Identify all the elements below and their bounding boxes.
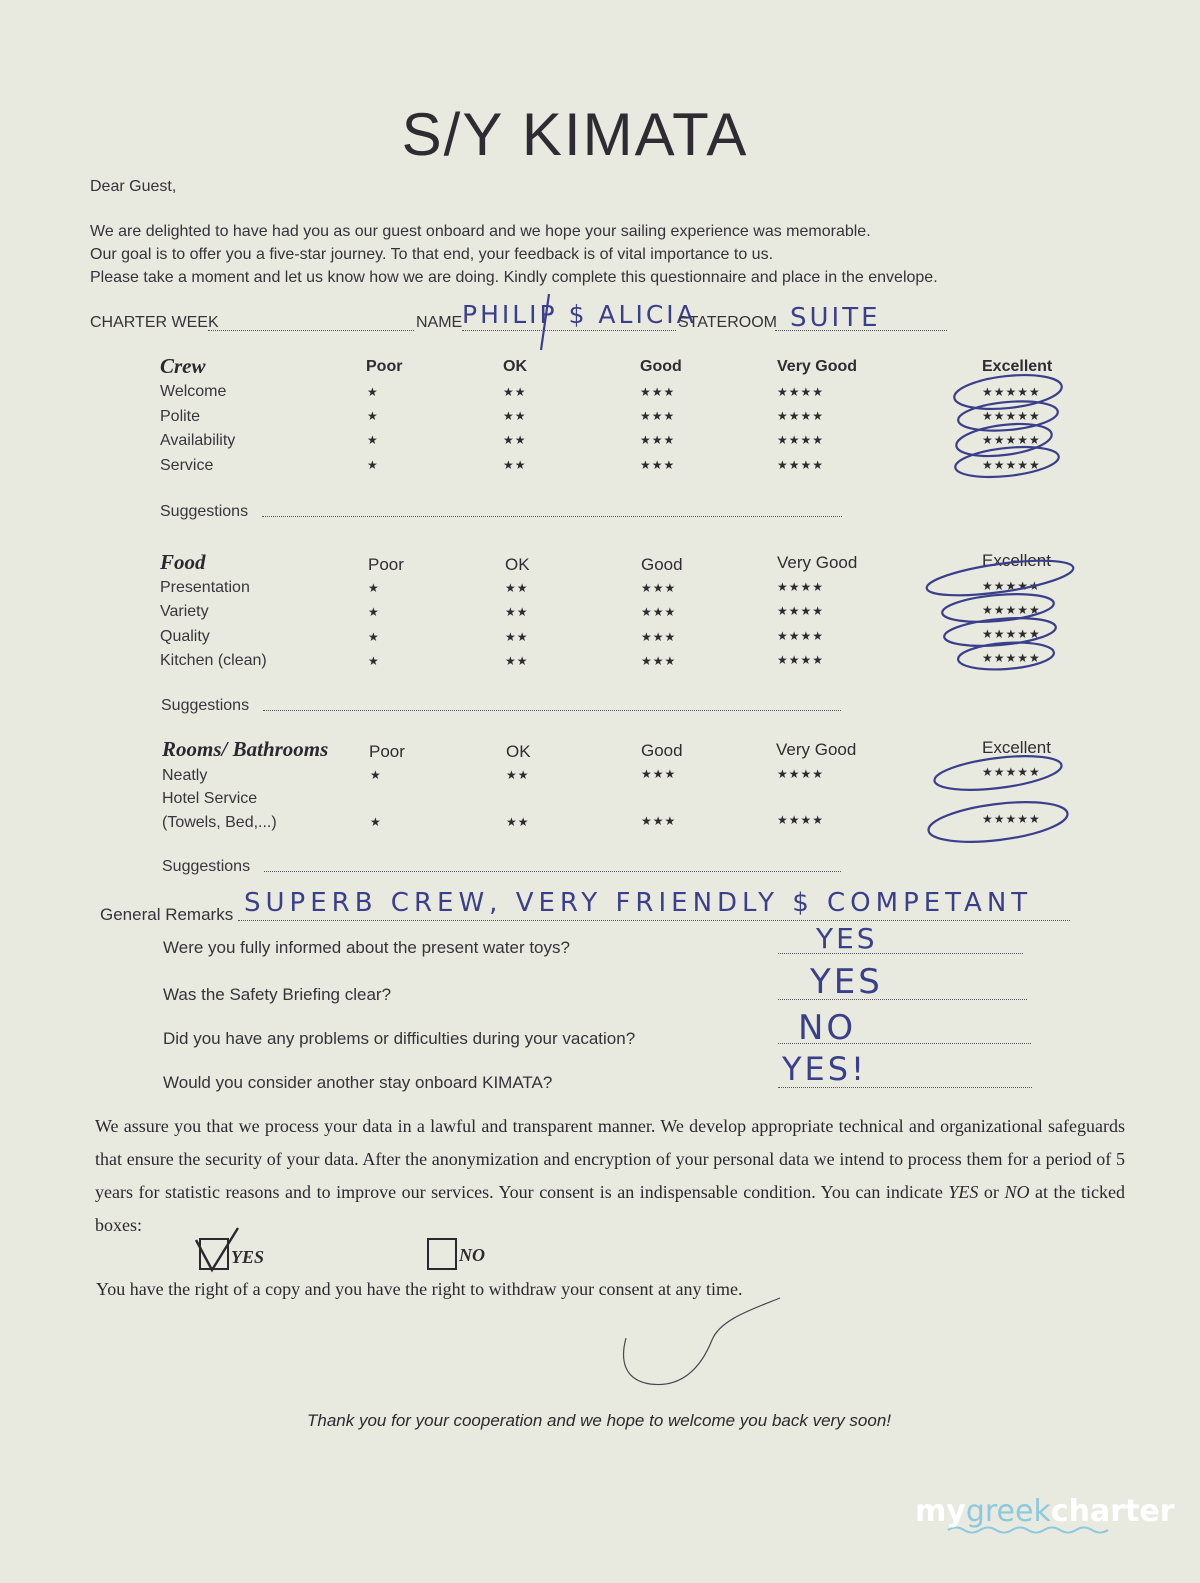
- consent-no-label: NO: [459, 1245, 485, 1265]
- column-header-good: Good: [641, 741, 683, 760]
- intro-line-3: Please take a moment and let us know how we are doing. Kindly complete this questionnaire and place in the envelope.: [90, 269, 938, 286]
- rating-row-label: Welcome: [160, 383, 227, 400]
- rating-option[interactable]: ★★: [503, 385, 527, 399]
- question-text: Did you have any problems or difficulties during your vacation?: [163, 1029, 636, 1048]
- rating-option[interactable]: ★: [368, 581, 380, 595]
- rating-option[interactable]: ★: [368, 605, 380, 619]
- consent-text: We assure you that we process your data in a lawful and transparent manner. We develop appropriate technical and organizational safeguards that ensure the security of your data. After the anonymization and encryption of your personal data we intend to process them for a period of 5 years for statistic reasons and to improve our services. Your consent is an indispensable condition. You can indicate: [95, 1116, 1125, 1202]
- consent-or-word: or: [978, 1182, 1005, 1202]
- name-field-value[interactable]: PHILIP $ ALICIA: [462, 300, 697, 329]
- rating-option-selected[interactable]: ★★★★★: [982, 765, 1041, 779]
- name-label: NAME: [416, 314, 463, 331]
- question-text: Was the Safety Briefing clear?: [163, 985, 392, 1004]
- rating-row-label: Hotel Service: [162, 790, 258, 807]
- stateroom-field-value[interactable]: SUITE: [790, 303, 881, 333]
- rating-option-selected[interactable]: ★★★★★: [982, 627, 1041, 641]
- column-header-poor: Poor: [366, 358, 403, 375]
- rating-row-label: Polite: [160, 408, 201, 425]
- checkmark-icon: [196, 1228, 238, 1270]
- rating-option[interactable]: ★★★: [641, 814, 677, 828]
- rating-option[interactable]: ★: [367, 409, 379, 423]
- intro-line-1: We are delighted to have had you as our guest onboard and we hope your sailing experience was memorable.: [90, 223, 871, 240]
- consent-yes-label: YES: [231, 1247, 265, 1267]
- rating-row-label: Service: [160, 457, 214, 474]
- rating-option[interactable]: ★: [367, 385, 379, 399]
- column-header-good: Good: [641, 555, 683, 574]
- rating-option[interactable]: ★: [368, 654, 380, 668]
- suggestions-label-food: Suggestions: [161, 697, 250, 714]
- suggestions-label-rooms: Suggestions: [162, 858, 251, 875]
- rating-option[interactable]: ★★★: [640, 409, 676, 423]
- rating-option[interactable]: ★★★★: [777, 580, 825, 594]
- intro-line-2: Our goal is to offer you a five-star journey. To that end, your feedback is of vital importance to us.: [90, 246, 774, 263]
- rating-option[interactable]: ★★★★: [777, 409, 825, 423]
- rating-option[interactable]: ★★★★: [777, 629, 825, 643]
- rating-option-selected[interactable]: ★★★★★: [982, 812, 1041, 826]
- rating-circle-icon: [933, 750, 1064, 795]
- column-header-poor: Poor: [369, 742, 405, 761]
- stateroom-label: STATEROOM: [678, 314, 777, 331]
- brand-part-greek: greek: [965, 1494, 1051, 1529]
- column-header-poor: Poor: [368, 555, 404, 574]
- rating-option[interactable]: ★★★: [641, 767, 677, 781]
- rating-option[interactable]: ★★★: [641, 605, 677, 619]
- rating-option[interactable]: ★★: [503, 458, 527, 472]
- rating-option[interactable]: ★★★: [641, 654, 677, 668]
- consent-yes-word: YES: [948, 1182, 979, 1202]
- column-header-very-good: Very Good: [777, 358, 858, 375]
- rating-option[interactable]: ★★: [505, 654, 529, 668]
- column-header-ok: OK: [503, 358, 527, 375]
- general-remarks-value[interactable]: SUPERB CREW, VERY FRIENDLY $ COMPETANT: [244, 888, 1033, 918]
- rating-option-selected[interactable]: ★★★★★: [982, 409, 1041, 423]
- rating-option[interactable]: ★★: [506, 815, 530, 829]
- rating-option[interactable]: ★★: [505, 605, 529, 619]
- form-title: S/Y KIMATA: [401, 101, 749, 168]
- answer-value[interactable]: NO: [798, 1008, 857, 1048]
- rating-option[interactable]: ★★★★: [777, 813, 825, 827]
- question-text: Were you fully informed about the present water toys?: [163, 938, 570, 957]
- rating-option[interactable]: ★★★★: [777, 604, 825, 618]
- rating-option[interactable]: ★: [367, 458, 379, 472]
- rating-option-selected[interactable]: ★★★★★: [982, 458, 1041, 472]
- question-text: Would you consider another stay onboard KIMATA?: [163, 1073, 553, 1092]
- rating-option[interactable]: ★★★★: [777, 767, 825, 781]
- rating-option[interactable]: ★★★: [641, 581, 677, 595]
- column-header-excellent: Excellent: [982, 738, 1051, 757]
- rating-option[interactable]: ★: [370, 768, 382, 782]
- rating-row-label: Kitchen (clean): [160, 652, 267, 669]
- general-remarks-label: General Remarks: [100, 905, 234, 924]
- column-header-very-good: Very Good: [777, 553, 858, 572]
- suggestions-label-crew: Suggestions: [160, 503, 249, 520]
- rating-option-selected[interactable]: ★★★★★: [982, 603, 1041, 617]
- rating-row-label: Neatly: [162, 767, 208, 784]
- rating-option-selected[interactable]: ★★★★★: [982, 433, 1041, 447]
- rating-row-label: Availability: [160, 432, 236, 449]
- ink-stroke-icon: [541, 294, 549, 350]
- rating-option[interactable]: ★: [368, 630, 380, 644]
- rating-option[interactable]: ★★: [503, 433, 527, 447]
- rating-option[interactable]: ★★★: [640, 433, 676, 447]
- column-header-ok: OK: [506, 742, 531, 761]
- rating-option[interactable]: ★★: [506, 768, 530, 782]
- rating-option[interactable]: ★★★★: [777, 653, 825, 667]
- rating-circle-icon: [954, 443, 1060, 482]
- rating-circle-icon: [957, 398, 1059, 435]
- charter-week-label: CHARTER WEEK: [90, 314, 219, 331]
- consent-rights: You have the right of a copy and you have the right to withdraw your consent at any time.: [96, 1279, 743, 1299]
- rating-option[interactable]: ★: [370, 815, 382, 829]
- column-header-ok: OK: [505, 555, 530, 574]
- rating-row-label: Quality: [160, 628, 210, 645]
- rating-row-label: (Towels, Bed,...): [162, 814, 277, 831]
- brand-part-my: my: [915, 1494, 966, 1529]
- rating-option[interactable]: ★★: [505, 630, 529, 644]
- answer-value[interactable]: YES: [810, 962, 883, 1002]
- answer-value[interactable]: YES: [816, 922, 878, 955]
- rating-option[interactable]: ★: [367, 433, 379, 447]
- consent-no-word: NO: [1004, 1182, 1030, 1202]
- consent-tail: at the ticked boxes:: [95, 1182, 1125, 1235]
- rating-row-label: Variety: [160, 603, 209, 620]
- rating-option-selected[interactable]: ★★★★★: [982, 385, 1041, 399]
- rating-option[interactable]: ★★★: [641, 630, 677, 644]
- rating-option[interactable]: ★★★★: [777, 385, 825, 399]
- rating-circle-icon: [926, 796, 1069, 849]
- rating-option[interactable]: ★★★: [640, 385, 676, 399]
- answer-value[interactable]: YES!: [782, 1050, 867, 1088]
- signature-icon: [624, 1298, 780, 1385]
- column-header-excellent: Excellent: [982, 551, 1051, 570]
- rating-option[interactable]: ★★★★: [777, 433, 825, 447]
- column-header-very-good: Very Good: [776, 740, 857, 759]
- rating-row-label: Presentation: [160, 579, 250, 596]
- brand-part-charter: charter: [1050, 1494, 1175, 1529]
- rating-option[interactable]: ★★★: [640, 458, 676, 472]
- section-title-food: Food: [160, 550, 206, 574]
- rating-option[interactable]: ★★★★: [777, 458, 825, 472]
- column-header-excellent: Excellent: [982, 358, 1053, 375]
- section-title-rooms: Rooms/ Bathrooms: [162, 737, 329, 761]
- rating-circle-icon: [953, 370, 1064, 413]
- rating-option-selected[interactable]: ★★★★★: [982, 579, 1041, 593]
- rating-option[interactable]: ★★: [503, 409, 527, 423]
- brand-watermark: [915, 1494, 1175, 1529]
- section-title-crew: Crew: [160, 354, 206, 378]
- rating-circle-icon: [955, 419, 1054, 460]
- column-header-good: Good: [640, 358, 682, 375]
- rating-option-selected[interactable]: ★★★★★: [982, 651, 1041, 665]
- thank-you-note: Thank you for your cooperation and we hope to welcome you back very soon!: [307, 1411, 892, 1430]
- rating-option[interactable]: ★★: [505, 581, 529, 595]
- greeting: Dear Guest,: [90, 178, 177, 195]
